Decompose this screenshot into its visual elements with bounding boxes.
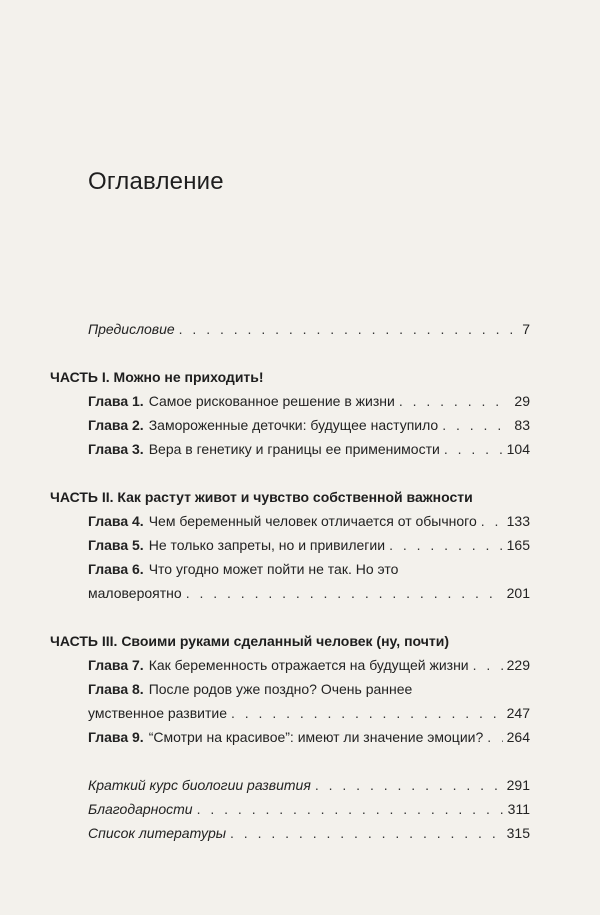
toc-page-number: 133 — [506, 513, 530, 529]
leader-dots — [487, 728, 502, 746]
leader-dots — [389, 536, 503, 554]
toc-page-number: 311 — [507, 801, 530, 817]
toc-page-number: 83 — [514, 417, 530, 433]
part-heading: ЧАСТЬ II. Как растут живот и чувство собственной важности — [50, 489, 473, 505]
chapter-number: Глава 5. — [88, 537, 144, 553]
chapter-number: Глава 8. — [88, 681, 144, 697]
leader-dots — [442, 416, 510, 434]
toc-entry-chapter[interactable] — [88, 560, 530, 578]
toc-entry-chapter[interactable] — [88, 728, 530, 746]
toc-page-number: 247 — [506, 705, 530, 721]
part-heading: ЧАСТЬ III. Своими руками сделанный человек (ну, почти) — [50, 633, 449, 649]
leader-dots — [444, 440, 503, 458]
toc-entry-chapter[interactable] — [88, 392, 530, 410]
chapter-title: Самое рискованное решение в жизни — [148, 393, 395, 409]
toc-page-number: 104 — [506, 441, 530, 457]
toc-entry-label: Благодарности — [88, 801, 193, 817]
toc-page-number: 165 — [506, 537, 530, 553]
chapter-title: После родов уже поздно? Очень раннее — [148, 681, 413, 697]
toc-entry-chapter[interactable] — [88, 512, 530, 530]
toc-entry-chapter[interactable] — [88, 656, 530, 674]
toc-entry-chapter-cont[interactable] — [88, 704, 530, 722]
chapter-title: Как беременность отражается на будущей жизни — [148, 657, 469, 673]
chapter-title-cont: маловероятно — [88, 585, 182, 601]
chapter-title: Вера в генетику и границы ее применимости — [148, 441, 440, 457]
chapter-number: Глава 3. — [88, 441, 144, 457]
chapter-title: “Смотри на красивое”: имеют ли значение эмоции? — [148, 729, 484, 745]
leader-dots — [179, 320, 519, 338]
toc-entry-appendix[interactable] — [88, 824, 530, 842]
toc-entry-chapter[interactable] — [88, 416, 530, 434]
chapter-title: Чем беременный человек отличается от обычного — [148, 513, 477, 529]
leader-dots — [473, 656, 503, 674]
leader-dots — [230, 824, 503, 842]
chapter-title: Не только запреты, но и привилегии — [148, 537, 386, 553]
toc-entry-appendix[interactable] — [88, 800, 530, 818]
chapter-number: Глава 2. — [88, 417, 144, 433]
toc-entry-label: Краткий курс биологии развития — [88, 777, 311, 793]
page-title: Оглавление — [88, 168, 224, 195]
chapter-title: Что угодно может пойти не так. Но это — [148, 561, 399, 577]
leader-dots — [186, 584, 503, 602]
toc-page-number: 229 — [506, 657, 530, 673]
leader-dots — [231, 704, 503, 722]
chapter-number: Глава 9. — [88, 729, 144, 745]
toc-page-number: 7 — [522, 321, 530, 337]
toc-entry-chapter-cont[interactable] — [88, 584, 530, 602]
leader-dots — [315, 776, 503, 794]
toc-entry-chapter[interactable] — [88, 680, 530, 698]
leader-dots — [197, 800, 504, 818]
toc-entry-appendix[interactable] — [88, 776, 530, 794]
part-heading: ЧАСТЬ I. Можно не приходить! — [50, 369, 264, 385]
toc-entry-label: Предисловие — [88, 321, 175, 337]
chapter-number: Глава 4. — [88, 513, 144, 529]
toc-page-number: 29 — [514, 393, 530, 409]
toc-page-number: 201 — [506, 585, 530, 601]
toc-entry-chapter[interactable] — [88, 440, 530, 458]
toc-page-number: 264 — [506, 729, 530, 745]
toc-entry-chapter[interactable] — [88, 536, 530, 554]
chapter-number: Глава 7. — [88, 657, 144, 673]
chapter-title-cont: умственное развитие — [88, 705, 227, 721]
leader-dots — [399, 392, 511, 410]
chapter-title: Замороженные деточки: будущее наступило — [148, 417, 439, 433]
leader-dots — [481, 512, 503, 530]
toc-entry-label: Список литературы — [88, 825, 227, 841]
chapter-number: Глава 1. — [88, 393, 144, 409]
chapter-number: Глава 6. — [88, 561, 144, 577]
toc-page-number: 291 — [506, 777, 530, 793]
toc-entry-preface[interactable] — [88, 320, 530, 338]
toc-page-number: 315 — [506, 825, 530, 841]
